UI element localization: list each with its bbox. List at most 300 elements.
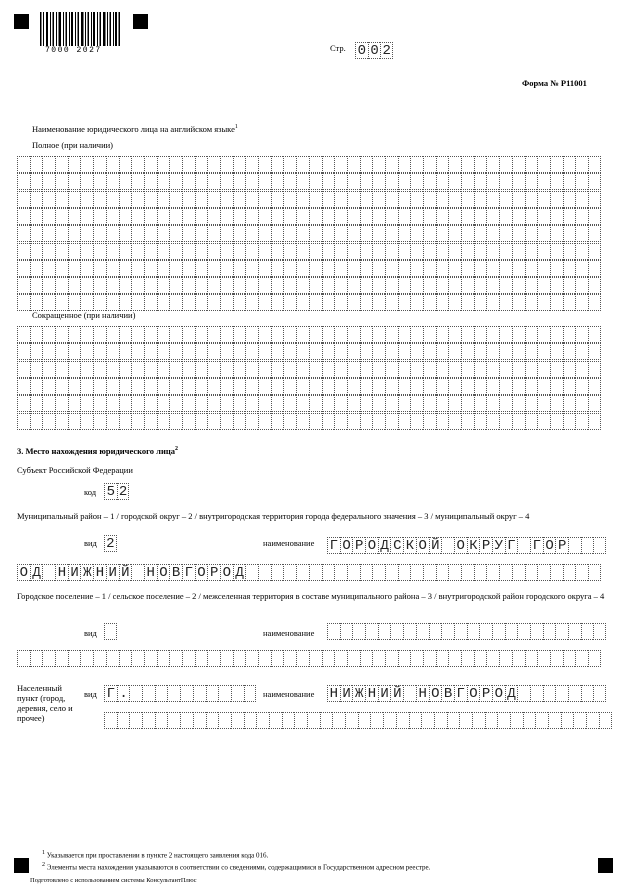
char-cell[interactable]: [448, 395, 461, 412]
char-cell[interactable]: О: [467, 685, 480, 702]
char-cell[interactable]: [322, 260, 335, 277]
char-cell[interactable]: [448, 191, 461, 208]
char-cell[interactable]: [360, 294, 373, 311]
char-cell[interactable]: [474, 378, 487, 395]
char-cell[interactable]: [347, 156, 360, 173]
char-cell[interactable]: [461, 378, 474, 395]
char-cell[interactable]: Ж: [80, 564, 93, 581]
char-cell[interactable]: [372, 361, 385, 378]
char-cell[interactable]: [398, 564, 411, 581]
char-cell[interactable]: [142, 712, 155, 729]
char-cell[interactable]: [423, 173, 436, 190]
char-cell[interactable]: [537, 413, 550, 430]
char-cell[interactable]: [131, 378, 144, 395]
char-cell[interactable]: [169, 277, 182, 294]
char-cell[interactable]: [448, 413, 461, 430]
char-cell[interactable]: [398, 343, 411, 360]
char-cell[interactable]: [258, 650, 271, 667]
char-cell[interactable]: [42, 156, 55, 173]
char-cell[interactable]: [448, 378, 461, 395]
settlement-name-field-line2[interactable]: [17, 650, 601, 667]
char-cell[interactable]: [360, 225, 373, 242]
char-cell[interactable]: [537, 378, 550, 395]
char-cell[interactable]: [271, 243, 284, 260]
char-cell[interactable]: [588, 225, 601, 242]
char-cell[interactable]: [17, 156, 30, 173]
char-cell[interactable]: [563, 564, 576, 581]
char-cell[interactable]: [525, 650, 538, 667]
char-cell[interactable]: [398, 208, 411, 225]
char-cell[interactable]: [448, 173, 461, 190]
char-cell[interactable]: [510, 712, 523, 729]
char-cell[interactable]: [548, 712, 561, 729]
char-cell[interactable]: [169, 191, 182, 208]
char-cell[interactable]: Н: [416, 685, 429, 702]
char-cell[interactable]: [563, 156, 576, 173]
char-cell[interactable]: [385, 361, 398, 378]
char-cell[interactable]: [55, 260, 68, 277]
char-cell[interactable]: Р: [555, 537, 568, 554]
char-cell[interactable]: [195, 650, 208, 667]
char-cell[interactable]: [474, 564, 487, 581]
char-cell[interactable]: [271, 564, 284, 581]
char-cell[interactable]: [447, 712, 460, 729]
municipal-name-field-line2[interactable]: [17, 564, 601, 581]
char-cell[interactable]: [309, 225, 322, 242]
char-cell[interactable]: [378, 623, 391, 640]
char-cell[interactable]: [461, 208, 474, 225]
char-cell[interactable]: [550, 173, 563, 190]
char-cell[interactable]: [93, 326, 106, 343]
char-cell[interactable]: [220, 225, 233, 242]
char-cell[interactable]: [486, 343, 499, 360]
char-cell[interactable]: [245, 191, 258, 208]
char-cell[interactable]: [157, 243, 170, 260]
char-cell[interactable]: [436, 243, 449, 260]
locality-name-field-line1[interactable]: [327, 685, 606, 702]
char-cell[interactable]: И: [378, 685, 391, 702]
char-cell[interactable]: [195, 208, 208, 225]
char-cell[interactable]: [423, 378, 436, 395]
char-cell[interactable]: [131, 564, 144, 581]
char-cell[interactable]: [588, 173, 601, 190]
char-cell[interactable]: [575, 260, 588, 277]
char-cell[interactable]: [486, 294, 499, 311]
char-cell[interactable]: [144, 225, 157, 242]
char-cell[interactable]: [499, 277, 512, 294]
char-cell[interactable]: [157, 326, 170, 343]
char-cell[interactable]: [207, 208, 220, 225]
char-cell[interactable]: [525, 378, 538, 395]
char-cell[interactable]: [157, 191, 170, 208]
char-cell[interactable]: [322, 243, 335, 260]
char-cell[interactable]: [119, 395, 132, 412]
char-cell[interactable]: 2: [104, 535, 117, 552]
char-cell[interactable]: [429, 623, 442, 640]
char-cell[interactable]: [372, 156, 385, 173]
char-cell[interactable]: [30, 413, 43, 430]
char-cell[interactable]: [93, 361, 106, 378]
char-cell[interactable]: [17, 294, 30, 311]
char-cell[interactable]: [563, 395, 576, 412]
char-cell[interactable]: [233, 378, 246, 395]
char-cell[interactable]: [499, 564, 512, 581]
char-cell[interactable]: [296, 156, 309, 173]
char-cell[interactable]: [347, 361, 360, 378]
char-cell[interactable]: [563, 413, 576, 430]
char-cell[interactable]: [131, 173, 144, 190]
char-cell[interactable]: [448, 343, 461, 360]
char-cell[interactable]: [157, 294, 170, 311]
char-cell[interactable]: [434, 712, 447, 729]
char-cell[interactable]: [525, 361, 538, 378]
char-cell[interactable]: [436, 413, 449, 430]
char-cell[interactable]: [283, 208, 296, 225]
char-cell[interactable]: [157, 650, 170, 667]
char-cell[interactable]: [360, 173, 373, 190]
char-cell[interactable]: [575, 191, 588, 208]
char-cell[interactable]: [296, 378, 309, 395]
char-cell[interactable]: [599, 712, 612, 729]
char-cell[interactable]: [283, 326, 296, 343]
char-cell[interactable]: [309, 343, 322, 360]
char-cell[interactable]: [423, 564, 436, 581]
char-cell[interactable]: [220, 650, 233, 667]
char-cell[interactable]: [55, 173, 68, 190]
char-cell[interactable]: [360, 564, 373, 581]
char-cell[interactable]: [588, 650, 601, 667]
char-cell[interactable]: [42, 395, 55, 412]
char-cell[interactable]: [55, 208, 68, 225]
char-cell[interactable]: [474, 343, 487, 360]
char-cell[interactable]: [233, 208, 246, 225]
char-cell[interactable]: [345, 712, 358, 729]
char-cell[interactable]: [525, 343, 538, 360]
char-cell[interactable]: [169, 361, 182, 378]
char-cell[interactable]: [157, 413, 170, 430]
char-cell[interactable]: [486, 361, 499, 378]
char-cell[interactable]: [461, 395, 474, 412]
char-cell[interactable]: [499, 225, 512, 242]
char-cell[interactable]: О: [340, 537, 353, 554]
char-cell[interactable]: [294, 712, 307, 729]
char-cell[interactable]: [403, 685, 416, 702]
char-cell[interactable]: [144, 395, 157, 412]
char-cell[interactable]: [385, 277, 398, 294]
char-cell[interactable]: [218, 712, 231, 729]
char-cell[interactable]: Н: [365, 685, 378, 702]
char-cell[interactable]: Г: [505, 537, 518, 554]
char-cell[interactable]: [195, 343, 208, 360]
char-cell[interactable]: [283, 361, 296, 378]
char-cell[interactable]: [385, 173, 398, 190]
char-cell[interactable]: [80, 650, 93, 667]
char-cell[interactable]: [17, 413, 30, 430]
char-cell[interactable]: [347, 208, 360, 225]
char-cell[interactable]: [322, 208, 335, 225]
char-cell[interactable]: [390, 623, 403, 640]
char-cell[interactable]: [296, 173, 309, 190]
char-cell[interactable]: [258, 243, 271, 260]
grid-row[interactable]: [17, 343, 601, 360]
char-cell[interactable]: [233, 650, 246, 667]
char-cell[interactable]: [499, 361, 512, 378]
char-cell[interactable]: [385, 564, 398, 581]
char-cell[interactable]: [334, 173, 347, 190]
char-cell[interactable]: [575, 395, 588, 412]
char-cell[interactable]: [593, 623, 606, 640]
char-cell[interactable]: [195, 361, 208, 378]
char-cell[interactable]: [68, 191, 81, 208]
char-cell[interactable]: [169, 243, 182, 260]
char-cell[interactable]: [119, 326, 132, 343]
char-cell[interactable]: [588, 343, 601, 360]
char-cell[interactable]: [512, 260, 525, 277]
char-cell[interactable]: [296, 191, 309, 208]
char-cell[interactable]: [258, 361, 271, 378]
char-cell[interactable]: [256, 712, 269, 729]
char-cell[interactable]: [334, 343, 347, 360]
char-cell[interactable]: [423, 208, 436, 225]
char-cell[interactable]: В: [169, 564, 182, 581]
char-cell[interactable]: [474, 326, 487, 343]
char-cell[interactable]: [30, 294, 43, 311]
char-cell[interactable]: [410, 564, 423, 581]
char-cell[interactable]: [461, 326, 474, 343]
char-cell[interactable]: [575, 326, 588, 343]
char-cell[interactable]: [131, 413, 144, 430]
char-cell[interactable]: [347, 225, 360, 242]
char-cell[interactable]: [581, 685, 594, 702]
char-cell[interactable]: [119, 156, 132, 173]
char-cell[interactable]: [144, 343, 157, 360]
char-cell[interactable]: [30, 260, 43, 277]
char-cell[interactable]: [167, 712, 180, 729]
char-cell[interactable]: [486, 156, 499, 173]
char-cell[interactable]: [322, 294, 335, 311]
char-cell[interactable]: [42, 564, 55, 581]
char-cell[interactable]: [423, 225, 436, 242]
grid-row[interactable]: [17, 225, 601, 242]
char-cell[interactable]: [271, 173, 284, 190]
char-cell[interactable]: [245, 156, 258, 173]
char-cell[interactable]: [398, 243, 411, 260]
char-cell[interactable]: [334, 294, 347, 311]
char-cell[interactable]: [436, 326, 449, 343]
char-cell[interactable]: [207, 277, 220, 294]
char-cell[interactable]: [233, 243, 246, 260]
char-cell[interactable]: В: [441, 685, 454, 702]
char-cell[interactable]: [207, 225, 220, 242]
char-cell[interactable]: [334, 260, 347, 277]
char-cell[interactable]: [309, 208, 322, 225]
char-cell[interactable]: [322, 361, 335, 378]
char-cell[interactable]: [233, 395, 246, 412]
char-cell[interactable]: [550, 361, 563, 378]
char-cell[interactable]: [207, 294, 220, 311]
char-cell[interactable]: [398, 156, 411, 173]
char-cell[interactable]: [182, 343, 195, 360]
char-cell[interactable]: [563, 378, 576, 395]
char-cell[interactable]: [258, 208, 271, 225]
char-cell[interactable]: [55, 343, 68, 360]
char-cell[interactable]: [80, 343, 93, 360]
char-cell[interactable]: [385, 225, 398, 242]
char-cell[interactable]: [258, 294, 271, 311]
char-cell[interactable]: [296, 243, 309, 260]
char-cell[interactable]: [271, 361, 284, 378]
char-cell[interactable]: [220, 277, 233, 294]
char-cell[interactable]: [309, 564, 322, 581]
char-cell[interactable]: [233, 413, 246, 430]
char-cell[interactable]: [550, 277, 563, 294]
char-cell[interactable]: [459, 712, 472, 729]
char-cell[interactable]: [454, 623, 467, 640]
char-cell[interactable]: [486, 243, 499, 260]
char-cell[interactable]: [207, 326, 220, 343]
char-cell[interactable]: [575, 294, 588, 311]
char-cell[interactable]: [461, 260, 474, 277]
char-cell[interactable]: [93, 650, 106, 667]
char-cell[interactable]: [271, 650, 284, 667]
char-cell[interactable]: [283, 395, 296, 412]
char-cell[interactable]: [80, 260, 93, 277]
char-cell[interactable]: [347, 294, 360, 311]
char-cell[interactable]: [410, 326, 423, 343]
char-cell[interactable]: [309, 277, 322, 294]
char-cell[interactable]: [334, 225, 347, 242]
char-cell[interactable]: [486, 564, 499, 581]
char-cell[interactable]: [271, 277, 284, 294]
char-cell[interactable]: [42, 243, 55, 260]
char-cell[interactable]: [245, 326, 258, 343]
char-cell[interactable]: [568, 623, 581, 640]
municipal-vid-field[interactable]: [104, 535, 117, 552]
char-cell[interactable]: [423, 413, 436, 430]
char-cell[interactable]: [220, 260, 233, 277]
char-cell[interactable]: [322, 326, 335, 343]
char-cell[interactable]: О: [543, 537, 556, 554]
char-cell[interactable]: [517, 685, 530, 702]
char-cell[interactable]: [385, 395, 398, 412]
char-cell[interactable]: [106, 208, 119, 225]
char-cell[interactable]: [410, 343, 423, 360]
char-cell[interactable]: [231, 685, 244, 702]
char-cell[interactable]: Н: [55, 564, 68, 581]
char-cell[interactable]: [68, 260, 81, 277]
char-cell[interactable]: [93, 277, 106, 294]
char-cell[interactable]: [320, 712, 333, 729]
char-cell[interactable]: Г: [327, 537, 340, 554]
char-cell[interactable]: [283, 564, 296, 581]
char-cell[interactable]: [563, 173, 576, 190]
char-cell[interactable]: [169, 650, 182, 667]
char-cell[interactable]: [80, 243, 93, 260]
char-cell[interactable]: [117, 712, 130, 729]
char-cell[interactable]: [410, 156, 423, 173]
char-cell[interactable]: И: [106, 564, 119, 581]
char-cell[interactable]: [206, 685, 219, 702]
char-cell[interactable]: [410, 378, 423, 395]
char-cell[interactable]: [581, 623, 594, 640]
char-cell[interactable]: [93, 413, 106, 430]
char-cell[interactable]: [245, 208, 258, 225]
char-cell[interactable]: [245, 564, 258, 581]
char-cell[interactable]: [220, 208, 233, 225]
char-cell[interactable]: [131, 191, 144, 208]
char-cell[interactable]: [119, 361, 132, 378]
char-cell[interactable]: [530, 685, 543, 702]
char-cell[interactable]: [512, 225, 525, 242]
char-cell[interactable]: [296, 413, 309, 430]
grid-row[interactable]: [17, 156, 601, 173]
char-cell[interactable]: [119, 260, 132, 277]
char-cell[interactable]: [360, 413, 373, 430]
char-cell[interactable]: [233, 326, 246, 343]
char-cell[interactable]: [182, 294, 195, 311]
char-cell[interactable]: [352, 623, 365, 640]
char-cell[interactable]: [167, 685, 180, 702]
char-cell[interactable]: [486, 650, 499, 667]
char-cell[interactable]: [423, 260, 436, 277]
char-cell[interactable]: [383, 712, 396, 729]
char-cell[interactable]: О: [416, 537, 429, 554]
char-cell[interactable]: [360, 191, 373, 208]
char-cell[interactable]: Р: [207, 564, 220, 581]
char-cell[interactable]: 0: [355, 42, 368, 59]
char-cell[interactable]: [322, 343, 335, 360]
char-cell[interactable]: [220, 361, 233, 378]
char-cell[interactable]: [144, 260, 157, 277]
char-cell[interactable]: [283, 413, 296, 430]
char-cell[interactable]: [218, 685, 231, 702]
char-cell[interactable]: Р: [479, 537, 492, 554]
char-cell[interactable]: О: [429, 685, 442, 702]
char-cell[interactable]: Г: [454, 685, 467, 702]
char-cell[interactable]: [231, 712, 244, 729]
locality-name-field-line2[interactable]: [104, 712, 612, 729]
char-cell[interactable]: [220, 413, 233, 430]
char-cell[interactable]: [106, 260, 119, 277]
char-cell[interactable]: [30, 326, 43, 343]
char-cell[interactable]: [207, 650, 220, 667]
char-cell[interactable]: [499, 395, 512, 412]
char-cell[interactable]: [322, 378, 335, 395]
char-cell[interactable]: [322, 156, 335, 173]
char-cell[interactable]: [360, 208, 373, 225]
char-cell[interactable]: О: [195, 564, 208, 581]
char-cell[interactable]: [423, 277, 436, 294]
char-cell[interactable]: [575, 378, 588, 395]
char-cell[interactable]: [398, 413, 411, 430]
char-cell[interactable]: [499, 191, 512, 208]
char-cell[interactable]: [525, 173, 538, 190]
char-cell[interactable]: [486, 191, 499, 208]
char-cell[interactable]: [416, 623, 429, 640]
char-cell[interactable]: [106, 191, 119, 208]
char-cell[interactable]: [283, 260, 296, 277]
char-cell[interactable]: [588, 378, 601, 395]
char-cell[interactable]: Й: [119, 564, 132, 581]
char-cell[interactable]: [550, 413, 563, 430]
char-cell[interactable]: [436, 225, 449, 242]
grid-row[interactable]: [17, 361, 601, 378]
char-cell[interactable]: [68, 378, 81, 395]
char-cell[interactable]: [555, 685, 568, 702]
char-cell[interactable]: [258, 343, 271, 360]
char-cell[interactable]: [410, 260, 423, 277]
char-cell[interactable]: [512, 294, 525, 311]
